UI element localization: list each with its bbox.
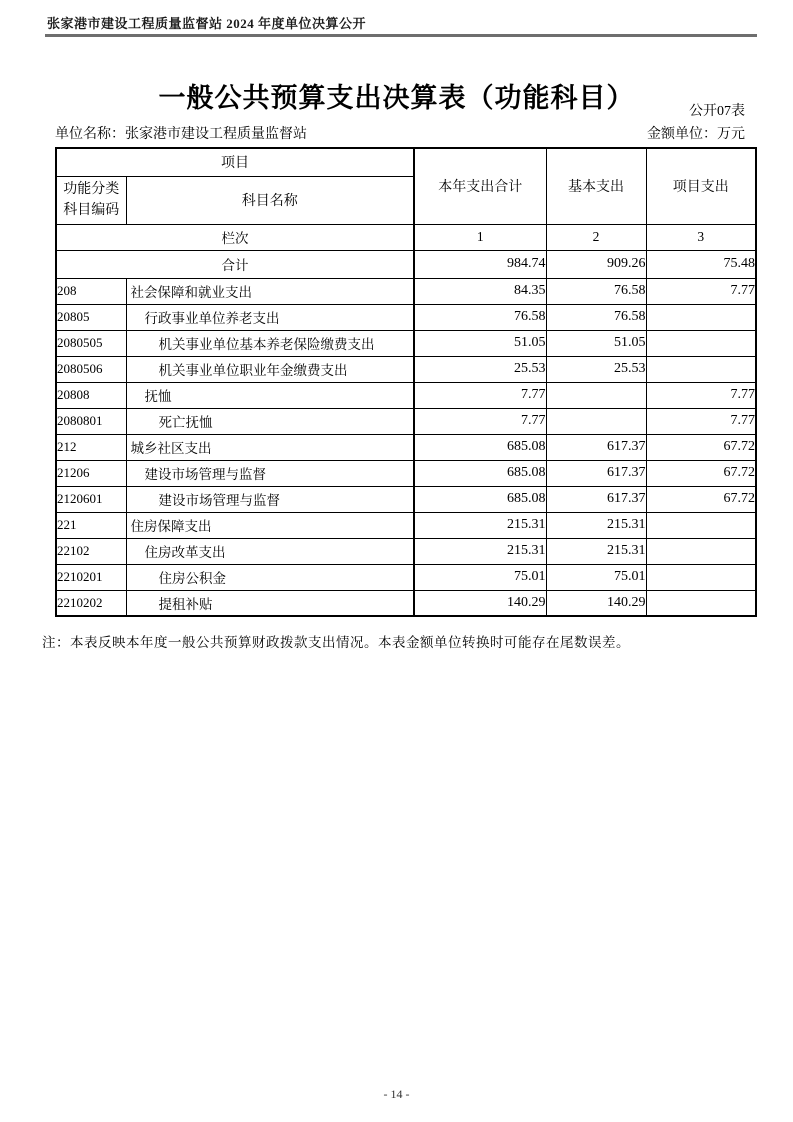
row-code: 2120601	[56, 486, 126, 512]
row-subject-name: 抚恤	[126, 382, 414, 408]
table-row	[56, 356, 756, 382]
row-project-value	[646, 356, 756, 382]
grand-total-project-value: 75.48	[646, 250, 756, 278]
table-header-row-1	[56, 148, 756, 176]
row-year-total-value: 140.29	[414, 590, 546, 616]
row-code: 208	[56, 278, 126, 304]
row-code: 2210202	[56, 590, 126, 616]
table-row	[56, 590, 756, 616]
grand-total-label: 合计	[56, 250, 414, 278]
row-basic-value: 76.58	[546, 278, 646, 304]
row-subject-name: 社会保障和就业支出	[126, 278, 414, 304]
header-col-basic: 基本支出	[546, 148, 646, 224]
table-row	[56, 538, 756, 564]
row-basic-value: 140.29	[546, 590, 646, 616]
row-code: 221	[56, 512, 126, 538]
row-code: 2080506	[56, 356, 126, 382]
row-code: 212	[56, 434, 126, 460]
row-subject-name: 死亡抚恤	[126, 408, 414, 434]
budget-table	[55, 147, 757, 617]
header-subject-name: 科目名称	[126, 176, 414, 224]
header-code-label-line1: 功能分类	[63, 182, 120, 197]
table-row	[56, 512, 756, 538]
column-index-2: 2	[546, 224, 646, 250]
row-year-total-value: 685.08	[414, 460, 546, 486]
row-subject-name: 提租补贴	[126, 590, 414, 616]
row-year-total-value: 76.58	[414, 304, 546, 330]
row-code: 2080801	[56, 408, 126, 434]
table-row	[56, 278, 756, 304]
row-basic-value	[546, 408, 646, 434]
row-year-total-value: 685.08	[414, 434, 546, 460]
row-project-value: 67.72	[646, 486, 756, 512]
grand-total-basic-value: 909.26	[546, 250, 646, 278]
table-code-label: 公开07表	[689, 104, 745, 119]
row-subject-name: 机关事业单位职业年金缴费支出	[126, 356, 414, 382]
row-year-total-value: 215.31	[414, 538, 546, 564]
row-code: 2210201	[56, 564, 126, 590]
row-year-total-value: 685.08	[414, 486, 546, 512]
row-code: 20805	[56, 304, 126, 330]
row-year-total-value: 7.77	[414, 408, 546, 434]
row-year-total-value: 51.05	[414, 330, 546, 356]
table-row	[56, 330, 756, 356]
row-basic-value: 215.31	[546, 512, 646, 538]
row-project-value: 7.77	[646, 382, 756, 408]
budget-table-body	[56, 278, 756, 616]
row-year-total-value: 7.77	[414, 382, 546, 408]
column-index-1: 1	[414, 224, 546, 250]
grand-total-row	[56, 250, 756, 278]
row-basic-value: 617.37	[546, 434, 646, 460]
row-year-total-value: 84.35	[414, 278, 546, 304]
row-project-value: 7.77	[646, 278, 756, 304]
row-basic-value: 51.05	[546, 330, 646, 356]
table-row	[56, 408, 756, 434]
row-subject-name: 建设市场管理与监督	[126, 460, 414, 486]
header-col-project: 项目支出	[646, 148, 756, 224]
meta-row	[55, 123, 745, 143]
row-project-value	[646, 564, 756, 590]
table-row	[56, 486, 756, 512]
row-basic-value: 617.37	[546, 460, 646, 486]
table-row	[56, 304, 756, 330]
row-basic-value	[546, 382, 646, 408]
row-subject-name: 城乡社区支出	[126, 434, 414, 460]
row-project-value: 67.72	[646, 460, 756, 486]
table-footnote: 注：本表反映本年度一般公共预算财政拨款支出情况。本表金额单位转换时可能存在尾数误差。	[42, 635, 630, 650]
row-code: 2080505	[56, 330, 126, 356]
row-code: 22102	[56, 538, 126, 564]
grand-total-year-value: 984.74	[414, 250, 546, 278]
table-row	[56, 382, 756, 408]
row-subject-name: 机关事业单位基本养老保险缴费支出	[126, 330, 414, 356]
column-index-3: 3	[646, 224, 756, 250]
row-project-value	[646, 590, 756, 616]
row-code: 20808	[56, 382, 126, 408]
row-year-total-value: 25.53	[414, 356, 546, 382]
row-subject-name: 建设市场管理与监督	[126, 486, 414, 512]
header-divider-line	[45, 34, 757, 37]
row-project-value	[646, 330, 756, 356]
table-row	[56, 564, 756, 590]
row-basic-value: 617.37	[546, 486, 646, 512]
row-basic-value: 75.01	[546, 564, 646, 590]
row-subject-name: 住房公积金	[126, 564, 414, 590]
row-project-value: 67.72	[646, 434, 756, 460]
amount-unit-label: 金额单位：万元	[647, 127, 745, 142]
page-number: - 14 -	[383, 1087, 410, 1101]
header-code-label	[56, 176, 126, 224]
row-code: 21206	[56, 460, 126, 486]
header-code-label-line2: 科目编码	[63, 203, 120, 218]
row-project-value	[646, 538, 756, 564]
row-basic-value: 25.53	[546, 356, 646, 382]
page-title: 一般公共预算支出决算表（功能科目）	[158, 83, 635, 113]
row-year-total-value: 215.31	[414, 512, 546, 538]
unit-name-label: 单位名称：张家港市建设工程质量监督站	[55, 127, 307, 142]
row-year-total-value: 75.01	[414, 564, 546, 590]
header-project-group: 项目	[56, 148, 414, 176]
row-project-value	[646, 512, 756, 538]
table-row	[56, 460, 756, 486]
column-index-label: 栏次	[56, 224, 414, 250]
row-basic-value: 215.31	[546, 538, 646, 564]
column-index-row	[56, 224, 756, 250]
header-col-year-total: 本年支出合计	[414, 148, 546, 224]
row-subject-name: 行政事业单位养老支出	[126, 304, 414, 330]
row-basic-value: 76.58	[546, 304, 646, 330]
row-project-value	[646, 304, 756, 330]
row-project-value: 7.77	[646, 408, 756, 434]
document-header-text: 张家港市建设工程质量监督站 2024 年度单位决算公开	[47, 16, 367, 31]
row-subject-name: 住房改革支出	[126, 538, 414, 564]
table-row	[56, 434, 756, 460]
row-subject-name: 住房保障支出	[126, 512, 414, 538]
